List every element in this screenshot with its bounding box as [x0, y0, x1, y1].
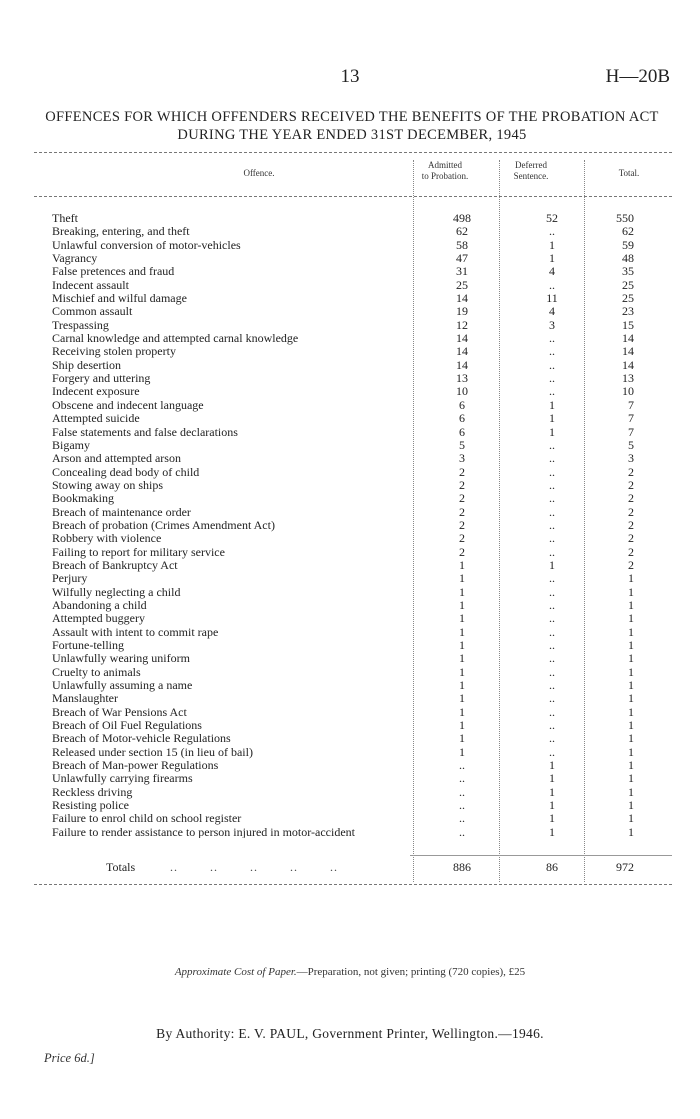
- table-body: [52, 212, 672, 852]
- total-cell: 2: [628, 531, 634, 546]
- admitted-cell: 1: [459, 624, 465, 639]
- table-header-rule: [34, 196, 672, 197]
- offence-cell: Robbery with violence: [52, 532, 162, 546]
- total-cell: 7: [628, 397, 634, 412]
- table-row: [52, 412, 672, 425]
- offence-cell: Perjury: [52, 572, 88, 586]
- table-row: [52, 372, 672, 385]
- total-cell: 1: [628, 664, 634, 679]
- table-row: [52, 492, 672, 505]
- total-cell: 1: [628, 638, 634, 652]
- offence-cell: Abandoning a child: [52, 598, 147, 612]
- total-cell: 1: [628, 624, 634, 639]
- offence-cell: Common assault: [52, 305, 133, 319]
- admitted-cell: 2: [459, 504, 465, 519]
- admitted-cell: 2: [459, 464, 465, 479]
- table-row: [52, 345, 672, 358]
- admitted-cell: 1: [459, 678, 465, 693]
- offence-cell: Breach of War Pensions Act: [52, 705, 187, 719]
- deferred-cell: 1: [549, 811, 555, 826]
- total-cell: 1: [628, 771, 634, 786]
- table-row: [52, 639, 672, 652]
- total-cell: 25: [622, 277, 634, 292]
- deferred-cell: ..: [549, 571, 555, 586]
- admitted-cell: 25: [456, 277, 468, 292]
- admitted-cell: ..: [459, 771, 465, 786]
- total-cell: 1: [628, 704, 634, 719]
- deferred-cell: ..: [549, 224, 555, 239]
- offence-cell: Breach of Oil Fuel Regulations: [52, 719, 202, 733]
- total-cell: 2: [628, 517, 634, 532]
- offence-cell: Failure to enrol child on school register: [52, 812, 242, 826]
- deferred-cell: 1: [549, 798, 555, 813]
- page-number: 13: [340, 66, 360, 87]
- total-cell: 1: [628, 744, 634, 759]
- offence-cell: Reckless driving: [52, 785, 133, 799]
- deferred-cell: 1: [549, 557, 555, 572]
- offence-cell: Released under section 15 (in lieu of bail): [52, 745, 253, 759]
- total-cell: 1: [628, 758, 634, 773]
- title-line-1: OFFENCES FOR WHICH OFFENDERS RECEIVED THE BENEFITS OF THE PROBATION ACT: [45, 109, 659, 125]
- admitted-cell: 13: [456, 371, 468, 386]
- table-row: [52, 319, 672, 332]
- admitted-cell: 12: [456, 317, 468, 332]
- table-row: [52, 826, 672, 852]
- offence-cell: Breach of Motor-vehicle Regulations: [52, 732, 231, 746]
- admitted-cell: 1: [459, 651, 465, 666]
- document-reference: H—20B: [605, 66, 670, 87]
- offence-cell: Manslaughter: [52, 692, 118, 706]
- deferred-cell: ..: [549, 504, 555, 519]
- table-row: [52, 439, 672, 452]
- table-row: [52, 252, 672, 265]
- totals-admitted: 886: [453, 860, 471, 874]
- admitted-cell: ..: [459, 798, 465, 813]
- deferred-cell: 1: [549, 251, 555, 266]
- table-row: [52, 506, 672, 519]
- offence-cell: Concealing dead body of child: [52, 465, 200, 479]
- total-cell: 7: [628, 411, 634, 426]
- deferred-cell: 1: [549, 784, 555, 799]
- offence-cell: Unlawful conversion of motor-vehicles: [52, 238, 241, 252]
- table-row: [52, 532, 672, 545]
- offence-cell: Wilfully neglecting a child: [52, 585, 181, 599]
- deferred-cell: ..: [549, 451, 555, 466]
- total-cell: 1: [628, 824, 634, 839]
- offence-cell: Unlawfully assuming a name: [52, 679, 193, 693]
- table-row: [52, 666, 672, 679]
- deferred-cell: ..: [549, 531, 555, 546]
- offence-cell: Breach of probation (Crimes Amendment Act): [52, 518, 275, 532]
- table-row: [52, 385, 672, 398]
- total-cell: 62: [622, 224, 634, 239]
- admitted-cell: 31: [456, 264, 468, 279]
- admitted-cell: 1: [459, 691, 465, 706]
- offence-cell: Breach of maintenance order: [52, 505, 191, 519]
- deferred-cell: ..: [549, 384, 555, 399]
- offence-cell: Obscene and indecent language: [52, 398, 204, 412]
- total-cell: 2: [628, 544, 634, 559]
- admitted-cell: 1: [459, 584, 465, 599]
- table-row: [52, 786, 672, 799]
- admitted-cell: 2: [459, 491, 465, 506]
- total-cell: 1: [628, 811, 634, 826]
- admitted-cell: 14: [456, 357, 468, 372]
- deferred-cell: ..: [549, 277, 555, 292]
- table-row: [52, 225, 672, 238]
- deferred-cell: ..: [549, 651, 555, 666]
- offence-cell: Mischief and wilful damage: [52, 292, 187, 306]
- deferred-cell: ..: [549, 664, 555, 679]
- total-cell: 14: [622, 344, 634, 359]
- admitted-cell: 3: [459, 451, 465, 466]
- deferred-cell: ..: [549, 331, 555, 346]
- total-cell: 2: [628, 491, 634, 506]
- admitted-cell: 2: [459, 531, 465, 546]
- admitted-cell: 1: [459, 731, 465, 746]
- table-row: [52, 599, 672, 612]
- offence-cell: Resisting police: [52, 799, 129, 813]
- total-cell: 1: [628, 731, 634, 746]
- total-cell: 15: [622, 317, 634, 332]
- table-row: [52, 279, 672, 292]
- cost-text: —Preparation, not given; printing (720 copies), £25: [296, 966, 526, 978]
- deferred-cell: ..: [549, 584, 555, 599]
- table-row: [52, 799, 672, 812]
- table-row: [52, 426, 672, 439]
- offence-cell: Attempted suicide: [52, 412, 140, 426]
- admitted-cell: 6: [459, 411, 465, 426]
- admitted-cell: 1: [459, 664, 465, 679]
- total-cell: 1: [628, 798, 634, 813]
- deferred-cell: ..: [549, 704, 555, 719]
- admitted-cell: 5: [459, 437, 465, 452]
- totals-rule: [410, 855, 672, 856]
- admitted-cell: 14: [456, 291, 468, 306]
- offence-cell: Unlawfully carrying firearms: [52, 772, 193, 786]
- table-row: [52, 239, 672, 252]
- deferred-cell: ..: [549, 464, 555, 479]
- cost-note: [0, 966, 700, 978]
- admitted-cell: 6: [459, 397, 465, 412]
- admitted-cell: 2: [459, 544, 465, 559]
- admitted-cell: 47: [456, 251, 468, 266]
- total-cell: 1: [628, 611, 634, 626]
- table-row: [52, 759, 672, 772]
- page-title: [34, 108, 670, 144]
- header-offence: Offence.: [243, 168, 275, 178]
- table-header: [34, 158, 672, 194]
- total-cell: 1: [628, 597, 634, 612]
- admitted-cell: 10: [456, 384, 468, 399]
- deferred-cell: 11: [546, 291, 558, 306]
- deferred-cell: ..: [549, 678, 555, 693]
- deferred-cell: 1: [549, 411, 555, 426]
- offence-cell: Vagrancy: [52, 252, 98, 266]
- admitted-cell: ..: [459, 784, 465, 799]
- total-cell: 13: [622, 371, 634, 386]
- deferred-cell: ..: [549, 597, 555, 612]
- offence-cell: Trespassing: [52, 318, 109, 332]
- deferred-cell: ..: [549, 437, 555, 452]
- total-cell: 2: [628, 477, 634, 492]
- totals-row: [52, 860, 672, 876]
- table-row: [52, 772, 672, 785]
- table-row: [52, 652, 672, 665]
- offence-cell: Carnal knowledge and attempted carnal knowledge: [52, 332, 299, 346]
- admitted-cell: 14: [456, 344, 468, 359]
- deferred-cell: ..: [549, 731, 555, 746]
- admitted-cell: 2: [459, 517, 465, 532]
- title-line-2: DURING THE YEAR ENDED 31ST DECEMBER, 1945: [177, 127, 527, 143]
- totals-label: Totals: [106, 860, 136, 874]
- table-row: [52, 586, 672, 599]
- total-cell: 1: [628, 784, 634, 799]
- deferred-cell: ..: [549, 544, 555, 559]
- offence-cell: Arson and attempted arson: [52, 452, 181, 466]
- table-row: [52, 332, 672, 345]
- offence-cell: Breach of Bankruptcy Act: [52, 558, 178, 572]
- deferred-cell: ..: [549, 718, 555, 733]
- table-row: [52, 692, 672, 705]
- table-bottom-rule: [34, 884, 672, 885]
- table-row: [52, 359, 672, 372]
- total-cell: 550: [616, 211, 634, 225]
- table-row: [52, 706, 672, 719]
- table-row: [52, 719, 672, 732]
- offence-cell: Theft: [52, 212, 78, 225]
- table-row: [52, 572, 672, 585]
- deferred-cell: ..: [549, 611, 555, 626]
- admitted-cell: 1: [459, 704, 465, 719]
- table-row: [52, 452, 672, 465]
- total-cell: 1: [628, 691, 634, 706]
- total-cell: 2: [628, 464, 634, 479]
- total-cell: 1: [628, 651, 634, 666]
- total-cell: 5: [628, 437, 634, 452]
- total-cell: 3: [628, 451, 634, 466]
- offence-cell: Stowing away on ships: [52, 478, 163, 492]
- admitted-cell: ..: [459, 758, 465, 773]
- offence-cell: Breach of Man-power Regulations: [52, 759, 219, 773]
- admitted-cell: 1: [459, 638, 465, 652]
- total-cell: 1: [628, 678, 634, 693]
- offence-cell: Failing to report for military service: [52, 545, 225, 559]
- table-row: [52, 305, 672, 318]
- total-cell: 10: [622, 384, 634, 399]
- table-row: [52, 626, 672, 639]
- cost-label: Approximate Cost of Paper.: [174, 966, 297, 978]
- admitted-cell: 1: [459, 718, 465, 733]
- admitted-cell: 1: [459, 611, 465, 626]
- deferred-cell: ..: [549, 638, 555, 652]
- offence-cell: Assault with intent to commit rape: [52, 625, 219, 639]
- total-cell: 7: [628, 424, 634, 439]
- admitted-cell: 58: [456, 237, 468, 252]
- table-row: [52, 292, 672, 305]
- leader-dots: .. .. .. .. ..: [170, 860, 338, 874]
- deferred-cell: 1: [549, 424, 555, 439]
- table-row: [52, 265, 672, 278]
- offence-cell: Unlawfully wearing uniform: [52, 652, 190, 666]
- price: Price 6d.]: [44, 1051, 95, 1065]
- deferred-cell: 1: [549, 237, 555, 252]
- admitted-cell: ..: [459, 811, 465, 826]
- admitted-cell: 1: [459, 557, 465, 572]
- header-admitted: Admitted to Probation.: [421, 160, 469, 181]
- printer-authority: By Authority: E. V. PAUL, Government Printer, Wellington.—1946.: [156, 1026, 544, 1041]
- deferred-cell: ..: [549, 491, 555, 506]
- admitted-cell: 14: [456, 331, 468, 346]
- offence-cell: Forgery and uttering: [52, 372, 151, 386]
- deferred-cell: 1: [549, 771, 555, 786]
- deferred-cell: 52: [546, 211, 558, 225]
- total-cell: 35: [622, 264, 634, 279]
- offence-cell: Indecent assault: [52, 278, 129, 292]
- deferred-cell: 4: [549, 264, 555, 279]
- offence-cell: Breaking, entering, and theft: [52, 225, 190, 239]
- total-cell: 48: [622, 251, 634, 266]
- offence-cell: Failure to render assistance to person injured in motor-accident: [52, 825, 355, 839]
- offence-cell: False pretences and fraud: [52, 265, 175, 279]
- admitted-cell: 1: [459, 744, 465, 759]
- deferred-cell: ..: [549, 357, 555, 372]
- deferred-cell: ..: [549, 624, 555, 639]
- admitted-cell: ..: [459, 824, 465, 839]
- table-row: [52, 679, 672, 692]
- admitted-cell: 6: [459, 424, 465, 439]
- admitted-cell: 2: [459, 477, 465, 492]
- deferred-cell: ..: [549, 691, 555, 706]
- header-total: Total.: [618, 168, 640, 178]
- deferred-cell: ..: [549, 344, 555, 359]
- deferred-cell: 1: [549, 824, 555, 839]
- admitted-cell: 1: [459, 597, 465, 612]
- offence-cell: Cruelty to animals: [52, 665, 141, 679]
- table-row: [52, 612, 672, 625]
- offence-cell: Indecent exposure: [52, 385, 140, 399]
- table-row: [52, 732, 672, 745]
- totals-total: 972: [616, 860, 634, 874]
- table-row: [52, 519, 672, 532]
- deferred-cell: ..: [549, 517, 555, 532]
- offence-cell: Fortune-telling: [52, 639, 124, 652]
- total-cell: 14: [622, 357, 634, 372]
- table-top-rule: [34, 152, 672, 153]
- offence-cell: Receiving stolen property: [52, 345, 176, 359]
- total-cell: 1: [628, 571, 634, 586]
- offence-cell: Bigamy: [52, 438, 90, 452]
- table-row: [52, 399, 672, 412]
- admitted-cell: 1: [459, 571, 465, 586]
- table-row: [52, 546, 672, 559]
- table-row: [52, 812, 672, 825]
- total-cell: 2: [628, 504, 634, 519]
- offence-cell: Attempted buggery: [52, 612, 145, 626]
- deferred-cell: 1: [549, 397, 555, 412]
- total-cell: 25: [622, 291, 634, 306]
- total-cell: 2: [628, 557, 634, 572]
- offence-cell: False statements and false declarations: [52, 425, 238, 439]
- header-deferred: Deferred Sentence.: [513, 160, 549, 181]
- admitted-cell: 62: [456, 224, 468, 239]
- offence-cell: Ship desertion: [52, 358, 121, 372]
- table-row: [52, 479, 672, 492]
- offence-cell: Bookmaking: [52, 492, 114, 506]
- table-row: [52, 212, 672, 225]
- total-cell: 23: [622, 304, 634, 319]
- table-row: [52, 746, 672, 759]
- deferred-cell: 4: [549, 304, 555, 319]
- table-row: [52, 466, 672, 479]
- deferred-cell: 1: [549, 758, 555, 773]
- deferred-cell: ..: [549, 744, 555, 759]
- admitted-cell: 498: [453, 211, 471, 225]
- table-row: [52, 559, 672, 572]
- deferred-cell: ..: [549, 371, 555, 386]
- total-cell: 1: [628, 718, 634, 733]
- total-cell: 59: [622, 237, 634, 252]
- deferred-cell: 3: [549, 317, 555, 332]
- totals-deferred: 86: [546, 860, 558, 874]
- total-cell: 14: [622, 331, 634, 346]
- deferred-cell: ..: [549, 477, 555, 492]
- admitted-cell: 19: [456, 304, 468, 319]
- total-cell: 1: [628, 584, 634, 599]
